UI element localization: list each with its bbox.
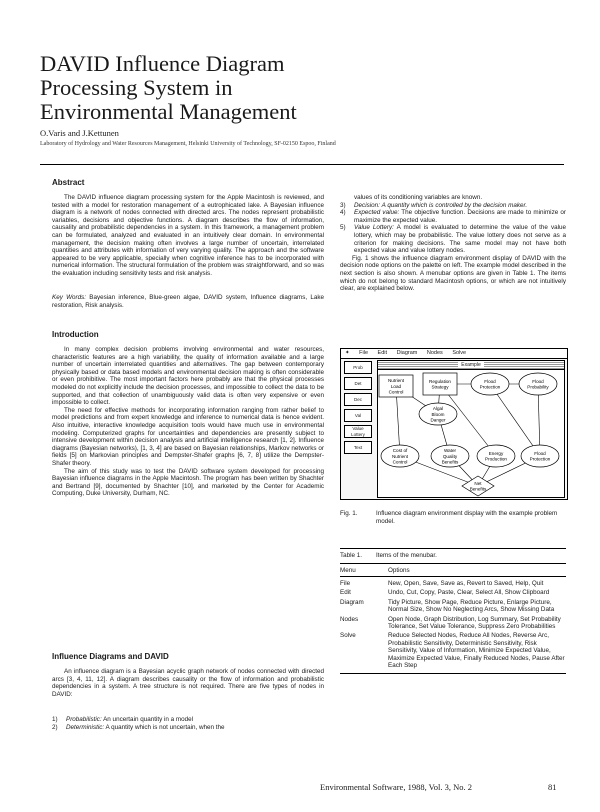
list-item [340, 209, 566, 224]
table-top-rule [340, 548, 566, 549]
introduction-text [52, 346, 324, 498]
table-cell-options: Open Node, Graph Distribution, Log Summary, Set Probability Tolerance, Set Value Tolerance, Suppress Zero Probabilities [388, 615, 561, 631]
diagram-node-label: Strategy [431, 384, 449, 390]
diagram-node [519, 373, 557, 395]
figure-caption-text: Influence diagram environment display with the example problem model. [376, 510, 558, 525]
paper-title: DAVID Influence Diagram Processing System in Environmental Management [40, 51, 297, 124]
list-term: Decision: [354, 201, 380, 209]
table-cell-options: New, Open, Save, Save as, Revert to Saved, Help, Quit [388, 580, 544, 587]
table-header-menu: Menu [340, 566, 356, 574]
list-term: Expected value: [354, 209, 400, 217]
table-cell-options: Undo, Cut, Copy, Paste, Clear, Select All, Show Clipboard [388, 589, 550, 597]
list-term: Deterministic: [66, 723, 105, 731]
diagram-node-label: Bloom [431, 411, 445, 417]
intro-paragraph-2: The need for effective methods for incorporating information ranging from rather belief to model predictions and from expert knowledge and inference to numerical data is hence evident. Also intuitive, interactive knowledge acquisition tools would have much use in environmental modeling. Computerized graphs for uncertainties and dependencies are presently subject to intensive development within decision analysis and artificial intelligence research [1, 2]. Influence diagrams (Bayesian networks), [1, 3, 4] are based on Bayesian relationships, Markov networks or fields [5] on Markovian principles and Dempster-Shafer graphs [6, 7, 8] utilize the Dempster-Shafer theory. [52, 406, 324, 467]
diagram-node [419, 403, 457, 425]
list-number: 3) [340, 201, 346, 209]
palette-value-lottery: Value Lottery [344, 425, 372, 438]
introduction-heading: Introduction [52, 330, 99, 339]
diagram-node [423, 373, 457, 395]
diagram-node-label: Nutrient [391, 453, 409, 459]
list-number: 5) [340, 224, 346, 232]
list-item [52, 724, 324, 732]
table-header-row [340, 567, 566, 576]
figure-caption [340, 510, 566, 525]
diagram-node-label: Quality [442, 453, 458, 459]
abstract-paragraph: The DAVID influence diagram processing system for the Apple Macintosh is reviewed, and tested with a model for restoration management of a eutrophicated lake. A Bayesian influence diagram is a network of nodes connected with directed arcs. The nodes represent probabilistic variables, decisions and objective functions. A diagram describes the flow of information, causality and probabilistic dependencies in a system. In this framework, a management problem can be formulated, analyzed and evaluated in an intuitively clear domain. In environmental management, the decision making often involves a large number of uncertain, interrelated quantities and attributes with information of very varying quality. The approach and the software appeared to be very applicable, specially when cognitive inference has to be incorporated with numerical information. The structural formulation of the problem was straightforward, and so was the evaluation including sensitivity tests and risk analysis. [52, 194, 324, 277]
diagram-node [379, 375, 413, 397]
figure-screenshot [340, 348, 568, 500]
list-text: A quantity which is controlled by the decision maker. [381, 201, 528, 209]
influence-diagram [378, 370, 564, 497]
menubar-table [340, 567, 566, 672]
table-bottom-rule [340, 673, 566, 674]
menu-diagram: Diagram [396, 350, 418, 356]
node-palette [343, 361, 373, 493]
diagram-node-label: Production [485, 456, 507, 462]
figure-menubar [341, 349, 567, 359]
diagram-node [462, 476, 494, 496]
diagram-node-label: Net [474, 481, 482, 486]
diagram-node-label: Probability [527, 384, 549, 390]
title-rule [40, 164, 564, 165]
diagram-node-label: Danger [430, 417, 446, 423]
table-title: Items of the menubar. [376, 552, 437, 559]
table-row [340, 589, 566, 598]
diagram-node-label: Protection [479, 384, 501, 390]
table-cell-menu: Diagram [340, 598, 364, 606]
diagram-node-label: Flood [484, 379, 496, 384]
table-header-rule [340, 576, 566, 577]
journal-footer: Environmental Software, 1988, Vol. 3, No. 2 [320, 782, 472, 792]
influence-text [52, 668, 324, 698]
list-term: Value Lottery: [354, 224, 394, 232]
table-caption-rule [340, 563, 566, 564]
menu-edit: Edit [377, 350, 388, 356]
palette-deterministic: Det [344, 377, 372, 390]
table-row [340, 616, 566, 633]
affiliation: Laboratory of Hydrology and Water Resources Management, Helsinki University of Technology, SF-02150 Espoo, Finland [40, 141, 336, 147]
abstract-text [52, 194, 324, 278]
diagram-node-label: Regulation [429, 379, 451, 384]
figure-caption-number: Fig. 1. [340, 510, 358, 517]
diagram-node [381, 445, 419, 467]
figure-intro-paragraph: Fig. 1 shows the influence diagram environment display of DAVID with the decision node options on the palette on left. The example model described in the next section is also shown. A menubar options are given in Table 1. The items which do not belong to standard Macintosh options, or which are not intuitively clear, are explained below. [340, 254, 566, 293]
table-row [340, 599, 566, 616]
list-continuation: values of its conditioning variables are known. [354, 194, 483, 201]
diagram-node-label: Load [390, 383, 402, 389]
diagram-node-label: Flood [532, 379, 544, 384]
keywords-label: Key Words: [52, 294, 87, 301]
right-column-text [340, 194, 566, 293]
diagram-node-label: Nutrient [387, 378, 405, 384]
menu-nodes: Nodes [426, 350, 443, 356]
table-row [340, 580, 566, 589]
window-title-text: Example [458, 362, 483, 368]
diagram-node [521, 445, 559, 467]
abstract-heading: Abstract [52, 178, 85, 187]
list-number: 2) [52, 723, 58, 731]
table-number: Table 1. [340, 552, 363, 559]
list-item [340, 224, 566, 254]
diagram-node-label: Control [392, 459, 408, 465]
palette-probabilistic: Prob [344, 361, 372, 374]
diagram-node-label: Water [443, 448, 457, 454]
diagram-node [471, 373, 509, 395]
diagram-node-label: Energy [488, 451, 504, 456]
table-caption [340, 552, 566, 560]
page-number: 81 [548, 782, 557, 792]
table-cell-menu: Nodes [340, 615, 359, 623]
palette-value: Val [344, 409, 372, 422]
authors: O.Varis and J.Kettunen [40, 128, 119, 138]
list-number: 1) [52, 716, 58, 723]
list-item [340, 202, 566, 210]
table-cell-menu: File [340, 580, 351, 587]
diagram-node-label: Control [388, 389, 404, 395]
diagram-node [431, 445, 469, 467]
diagram-node [477, 445, 515, 467]
apple-menu-icon: ✦ [345, 350, 350, 356]
table-header-options: Options [388, 566, 410, 574]
diagram-window-title [378, 361, 564, 370]
list-text: A quantity which is not uncertain, when the [105, 723, 225, 731]
diagram-node-label: Flood [534, 451, 546, 456]
diagram-node-label: Cost of [392, 448, 408, 454]
diagram-node-label: Benefits [441, 459, 459, 465]
list-item [52, 716, 324, 724]
diagram-node-label: Benefits [469, 486, 487, 492]
table-cell-options: Reduce Selected Nodes, Reduce All Nodes, Reverse Arc, Probabilistic Sensitivity, Deterministic Sensitivity, Risk Sensitivity, Value of Information, Minimize Expected Value, Maximize Expected Value, Finally Reduced Nodes, Pause After Each Step [388, 632, 565, 670]
intro-paragraph-1: In many complex decision problems involving environmental and water resources, characteristic features are a high variability, the quality of information available and a large number of uncertain interrelated quantities and alternatives. The gap between contemporary physically based or data based models and environmental decision making is often considerable or even prohibitive. The most important factors here probably are that the physical processes modeled do not explicitly include the decision processes, and impossible to collect the data to be supported, and that collection of unambiguously valid data is often very expensive or even impossible to collect. [52, 346, 324, 407]
list-number: 4) [340, 209, 346, 217]
influence-paragraph: An influence diagram is a Bayesian acyclic graph network of nodes connected with directed arcs [3, 4, 11, 12]. A diagram describes causality or the flow of information and probabilistic dependencies in a system. A tree structure is not required. There are five types of nodes in DAVID: [52, 668, 324, 698]
influence-heading: Influence Diagrams and DAVID [52, 652, 169, 661]
table-row [340, 632, 566, 671]
diagram-window [377, 360, 565, 498]
menu-solve: Solve [452, 350, 467, 356]
table-cell-options: Tidy Picture, Show Page, Reduce Picture, Enlarge Picture, Normal Size, Show No Neglecting Arcs, Show Missing Data [388, 598, 555, 614]
keywords [52, 294, 324, 309]
table-cell-menu: Solve [340, 632, 356, 640]
table-cell-menu: Edit [340, 589, 351, 597]
node-type-list-left [52, 716, 324, 731]
intro-paragraph-3: The aim of this study was to test the DAVID software system developed for processing Bayesian influence diagrams in the Apple Macintosh. The program has been written by Shachter and Bertrand [9], documented by Shachter [10], and marketed by the Center for Academic Computing, Duke University, Durham, NC. [52, 467, 324, 498]
list-text: The objective function. Decisions are made to minimize or maximize the expected value. [354, 209, 567, 224]
list-text: A model is evaluated to determine the value of the value lottery, which may be probabilistic. The value lottery does not serve as a criterion for making decisions. The same model may not have both expected value and value lottery nodes. [354, 224, 567, 255]
diagram-node-label: Protection [529, 456, 551, 462]
list-term: Probabilistic: [66, 716, 102, 723]
palette-text: Text [344, 441, 372, 454]
palette-decision: Dec [344, 393, 372, 406]
menu-file: File [359, 350, 369, 356]
list-text: An uncertain quantity in a model [103, 716, 194, 723]
table-block [340, 548, 566, 674]
keywords-text: Bayesian inference, Blue-green algae, DAVID system, Influence diagrams, Lake restoration, Risk analysis. [52, 294, 325, 309]
diagram-node-label: Algal [432, 406, 444, 412]
